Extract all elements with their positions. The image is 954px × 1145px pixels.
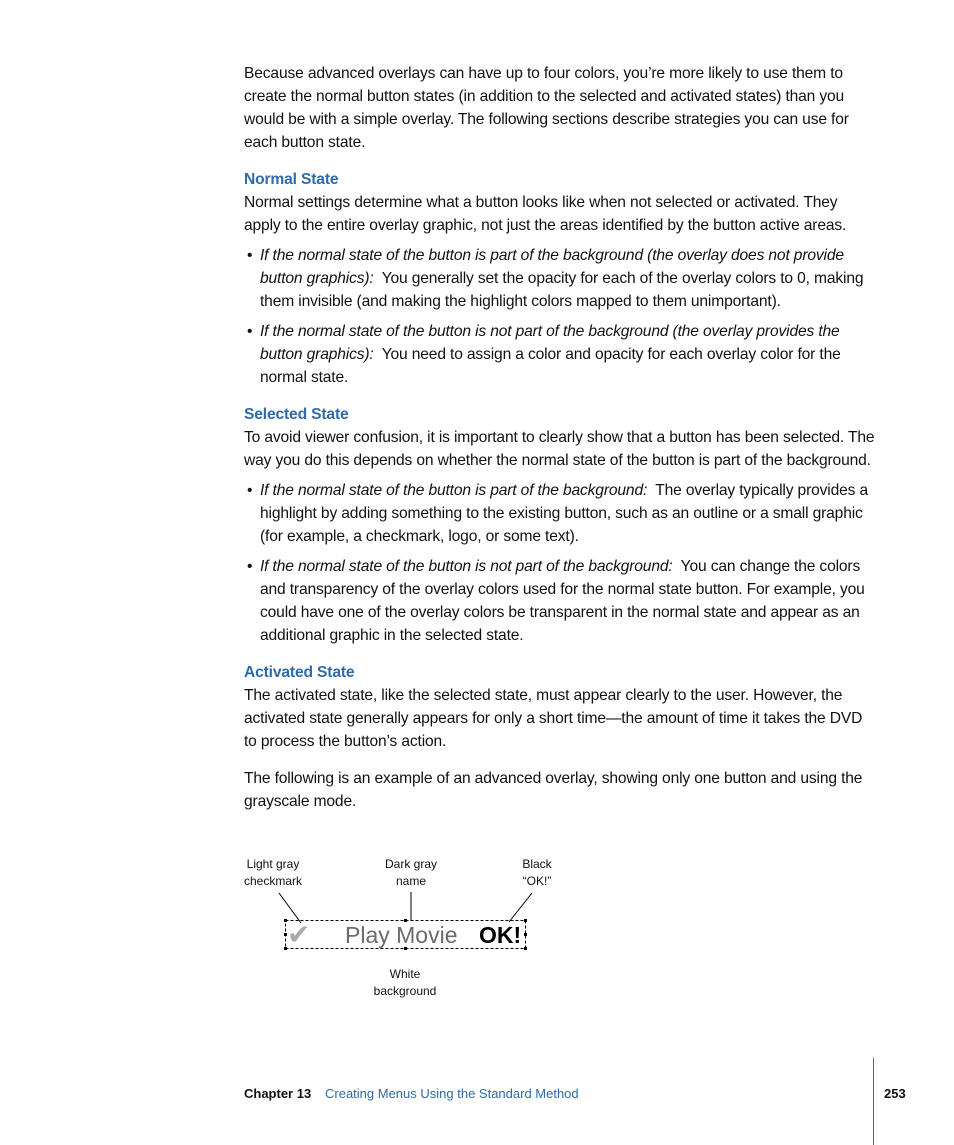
bullet-item: • If the normal state of the button is not part of the background: You can change the colors and transparency of the overlay colors used for the normal state button. For example, you could have one of the overlay colors be transparent in the normal state and appear as an additional graphic in the selected state. <box>247 558 865 644</box>
bullet-text: You generally set the opacity for each of the overlay colors to 0, making them invisible (and making the highlight colors mapped to them unimportant). <box>260 270 864 310</box>
label-background: White background <box>373 967 437 998</box>
footer-divider <box>873 1058 874 1145</box>
outro-paragraph: The following is an example of an advanced overlay, showing only one button and using the grayscale mode. <box>244 770 863 810</box>
bullet-text: You can change the colors and transparency of the overlay colors used for the normal state button. For example, you could have one of the overlay colors be transparent in the normal state and appear as an additional graphic in the selected state. <box>260 558 865 644</box>
checkmark-icon: ✔ <box>287 919 311 950</box>
selected-state-body: To avoid viewer confusion, it is important to clearly show that a button has been selected. The way you do this depends on whether the normal state of the button is part of the background. <box>244 429 875 469</box>
heading-normal-state: Normal State <box>244 171 339 188</box>
bullet-item: • If the normal state of the button is part of the background: The overlay typically provides a highlight by adding something to the existing button, such as an outline or a small graphic (for example, a checkmark, logo, or some text). <box>247 482 868 545</box>
heading-selected-state: Selected State <box>244 406 349 423</box>
normal-state-body: Normal settings determine what a button looks like when not selected or activated. They apply to the entire overlay graphic, not just the areas identified by the button active areas. <box>244 194 847 234</box>
heading-activated-state: Activated State <box>244 664 355 681</box>
intro-paragraph: Because advanced overlays can have up to four colors, you’re more likely to use them to create the normal button states (in addition to the selected and activated states) than you would be with a simple overlay. The following sections describe strategies you can use for each button state. <box>244 65 849 151</box>
button-ok: OK! <box>479 922 522 948</box>
callout-line-ok <box>509 893 532 922</box>
bullet-lead: If the normal state of the button is part of the background: <box>260 482 648 499</box>
label-checkmark: Light gray checkmark <box>243 857 302 888</box>
footer-chapter: Chapter 13 <box>244 1086 312 1101</box>
bullet-lead: If the normal state of the button is not part of the background: <box>260 558 673 575</box>
bullet-lead: If the normal state of the button is not part of the background (the overlay provides the button graphics): <box>260 323 840 363</box>
bullet-text: The overlay typically provides a highlight by adding something to the existing button, such as an outline or a small graphic (for example, a checkmark, logo, or some text). <box>260 482 868 545</box>
bullet-text: You need to assign a color and opacity for each overlay color for the normal state. <box>260 346 841 386</box>
page-number: 253 <box>884 1086 906 1101</box>
activated-state-body: The activated state, like the selected state, must appear clearly to the user. However, the activated state generally appears for only a short time—the amount of time it takes the DVD to process the button’s action. <box>244 687 863 750</box>
bullet-item: • If the normal state of the button is part of the background (the overlay does not provide button graphics): You generally set the opacity for each of the overlay colors to 0, making them invisible (and making the highlight colors mapped to them unimportant). <box>247 247 864 310</box>
bullet-lead: If the normal state of the button is part of the background (the overlay does not provide button graphics): <box>260 247 844 287</box>
label-name: Dark gray name <box>384 857 437 888</box>
footer-chapter-title: Creating Menus Using the Standard Method <box>325 1086 579 1101</box>
label-ok: Black “OK!” <box>522 857 552 888</box>
bullet-item: • If the normal state of the button is not part of the background (the overlay provides the button graphics): You need to assign a color and opacity for each overlay color for the normal state. <box>247 323 841 386</box>
button-name: Play Movie <box>345 922 458 948</box>
